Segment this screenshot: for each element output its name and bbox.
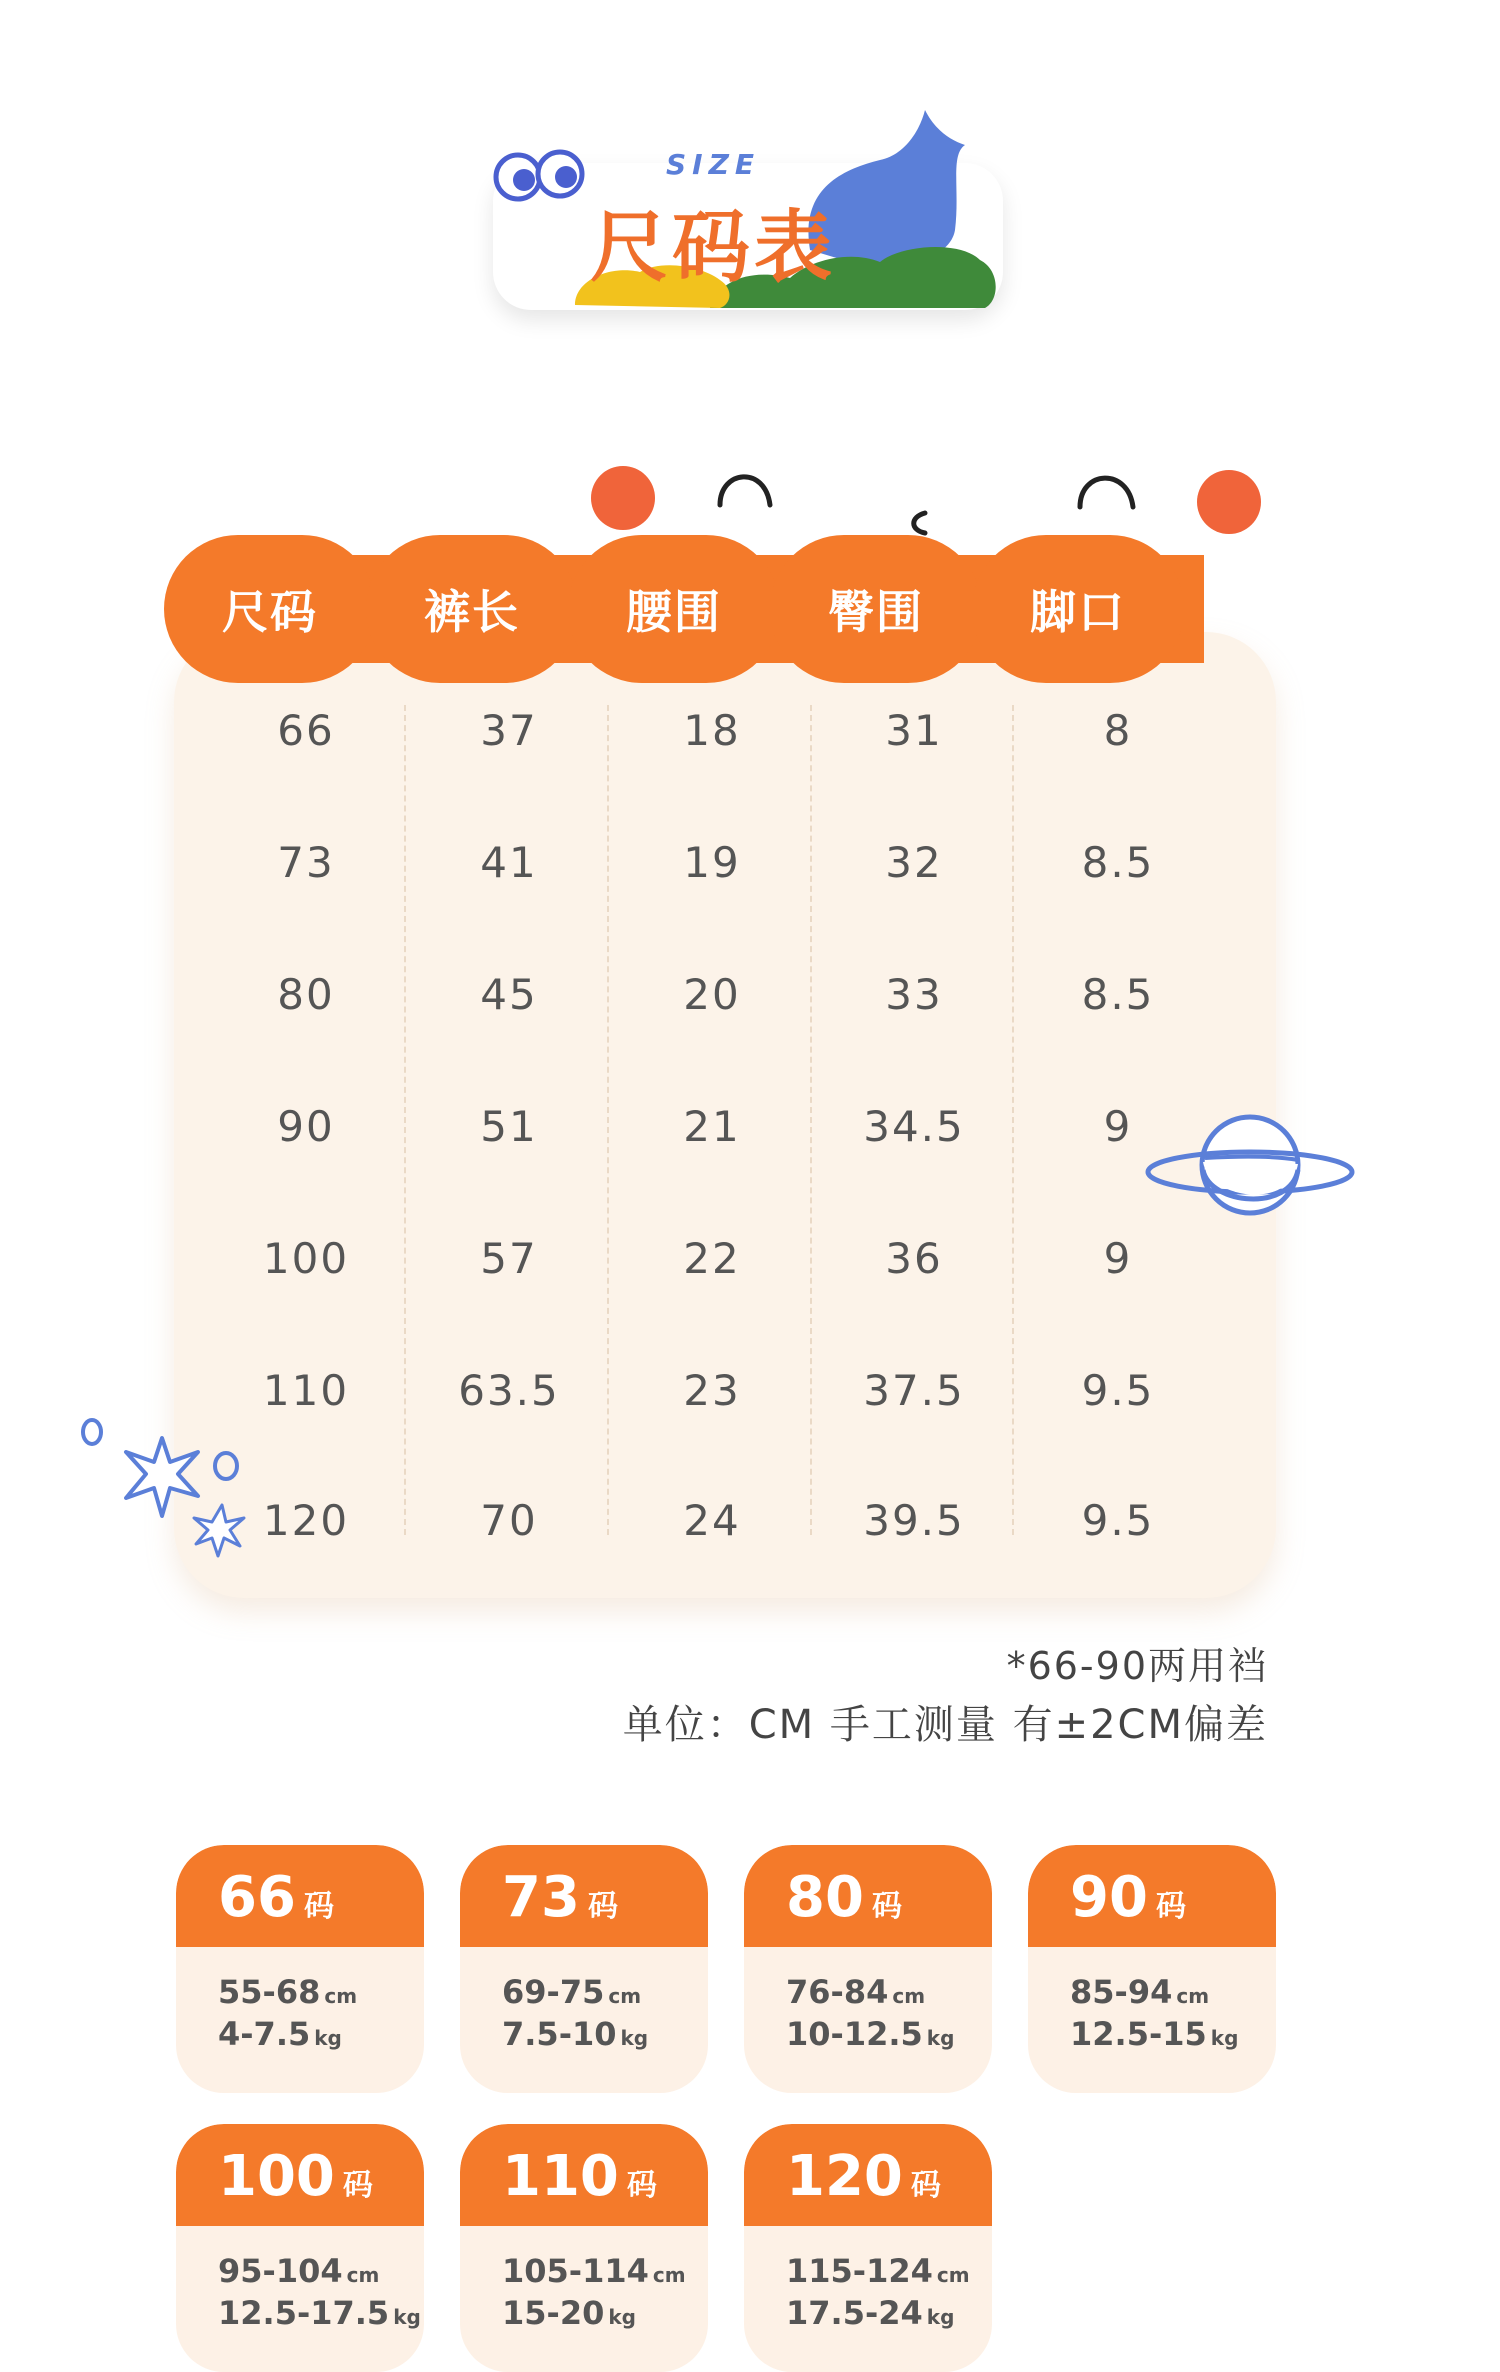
table-cell: 24 xyxy=(683,1495,741,1545)
size-card-number: 110 xyxy=(502,2144,619,2209)
unit-note: 单位：CM 手工测量 有±2CM偏差 xyxy=(622,1702,1268,1748)
height-unit: cm xyxy=(1176,1984,1210,2008)
size-card-header xyxy=(460,2124,708,2226)
table-cell: 37 xyxy=(480,705,538,755)
table-cell: 18 xyxy=(683,705,741,755)
size-card-weight: 12.5-17.5 xyxy=(218,2294,390,2332)
weight-unit: kg xyxy=(620,2026,649,2050)
size-card-weight: 17.5-24 xyxy=(786,2294,923,2332)
planet-icon xyxy=(1140,1100,1370,1230)
table-cell: 41 xyxy=(480,837,538,887)
table-row xyxy=(204,822,1224,954)
red-dot-icon xyxy=(1197,470,1261,534)
size-card-90 xyxy=(1028,1845,1276,2093)
table-cell: 37.5 xyxy=(863,1365,965,1415)
header-size: 尺码 xyxy=(164,535,376,683)
size-card-66 xyxy=(176,1845,424,2093)
size-card-weight: 7.5-10 xyxy=(502,2015,617,2053)
table-cell: 63.5 xyxy=(458,1365,560,1415)
table-cell: 36 xyxy=(885,1233,943,1283)
table-cell: 90 xyxy=(277,1101,335,1151)
size-card-weight: 12.5-15 xyxy=(1070,2015,1207,2053)
table-row xyxy=(204,954,1224,1086)
table-row xyxy=(204,1350,1224,1482)
height-unit: cm xyxy=(324,1984,358,2008)
size-card-header xyxy=(744,2124,992,2226)
size-card-unit: 码 xyxy=(871,1889,902,1924)
height-unit: cm xyxy=(652,2263,686,2287)
smile-eye-left-icon xyxy=(720,477,770,505)
table-cell: 23 xyxy=(683,1365,741,1415)
height-unit: cm xyxy=(608,1984,642,2008)
table-cell: 21 xyxy=(683,1101,741,1151)
table-row xyxy=(204,1480,1224,1612)
title-size-tag: SIZE xyxy=(666,148,761,181)
size-card-height: 115-124 xyxy=(786,2252,933,2290)
size-card-header xyxy=(460,1845,708,1947)
table-cell: 110 xyxy=(262,1365,350,1415)
size-card-height: 85-94 xyxy=(1070,1973,1173,2011)
header-hem: 脚口 xyxy=(972,535,1184,683)
height-unit: cm xyxy=(892,1984,926,2008)
size-card-unit: 码 xyxy=(303,1889,334,1924)
header-hip: 臀围 xyxy=(770,535,982,683)
size-card-weight: 4-7.5 xyxy=(218,2015,311,2053)
size-card-73 xyxy=(460,1845,708,2093)
size-card-number: 80 xyxy=(786,1865,864,1930)
table-cell: 22 xyxy=(683,1233,741,1283)
size-card-header xyxy=(176,2124,424,2226)
weight-unit: kg xyxy=(393,2305,421,2329)
table-row xyxy=(204,1086,1224,1218)
size-card-header xyxy=(1028,1845,1276,1947)
table-cell: 45 xyxy=(480,969,538,1019)
size-card-unit: 码 xyxy=(626,2168,657,2203)
red-dot-icon xyxy=(591,466,655,530)
table-header xyxy=(164,535,1266,683)
size-card-number: 120 xyxy=(786,2144,903,2209)
table-row xyxy=(204,1218,1224,1350)
size-card-height: 55-68 xyxy=(218,1973,321,2011)
size-card-number: 73 xyxy=(502,1865,580,1930)
table-cell: 9.5 xyxy=(1081,1365,1155,1415)
size-card-100 xyxy=(176,2124,424,2372)
size-card-weight: 15-20 xyxy=(502,2294,605,2332)
table-cell: 9 xyxy=(1103,1233,1133,1283)
eyes-icon xyxy=(496,152,582,199)
weight-unit: kg xyxy=(314,2026,342,2050)
header-length: 裤长 xyxy=(366,535,578,683)
table-cell: 70 xyxy=(480,1495,538,1545)
weight-unit: kg xyxy=(608,2305,636,2329)
size-card-header xyxy=(744,1845,992,1947)
table-cell: 9.5 xyxy=(1081,1495,1155,1545)
crotch-note: *66-90两用裆 xyxy=(1006,1644,1268,1688)
size-card-unit: 码 xyxy=(910,2168,941,2203)
size-card-number: 90 xyxy=(1070,1865,1148,1930)
smile-mouth-icon xyxy=(914,513,925,533)
sparkle-icon xyxy=(70,1400,270,1570)
table-cell: 120 xyxy=(262,1495,350,1545)
table-row xyxy=(204,690,1224,822)
table-cell: 51 xyxy=(480,1101,538,1151)
smile-eye-right-icon xyxy=(1080,478,1133,507)
height-unit: cm xyxy=(936,2263,970,2287)
size-card-110 xyxy=(460,2124,708,2372)
size-card-number: 100 xyxy=(218,2144,335,2209)
table-cell: 8.5 xyxy=(1081,837,1155,887)
height-unit: cm xyxy=(346,2263,380,2287)
table-cell: 73 xyxy=(277,837,335,887)
size-card-height: 76-84 xyxy=(786,1973,889,2011)
header-waist: 腰围 xyxy=(568,535,780,683)
table-cell: 66 xyxy=(277,705,335,755)
table-cell: 20 xyxy=(683,969,741,1019)
table-cell: 8 xyxy=(1103,705,1133,755)
table-cell: 100 xyxy=(262,1233,350,1283)
page-title: 尺码表 xyxy=(590,203,837,293)
size-card-unit: 码 xyxy=(1155,1889,1186,1924)
size-card-height: 69-75 xyxy=(502,1973,605,2011)
size-card-height: 105-114 xyxy=(502,2252,649,2290)
size-card-unit: 码 xyxy=(342,2168,373,2203)
size-card-height: 95-104 xyxy=(218,2252,343,2290)
table-cell: 19 xyxy=(683,837,741,887)
weight-unit: kg xyxy=(926,2026,955,2050)
weight-unit: kg xyxy=(1210,2026,1239,2050)
table-cell: 57 xyxy=(480,1233,538,1283)
table-cell: 31 xyxy=(885,705,943,755)
size-card-header xyxy=(176,1845,424,1947)
table-cell: 8.5 xyxy=(1081,969,1155,1019)
size-card-unit: 码 xyxy=(587,1889,618,1924)
size-card-number: 66 xyxy=(218,1865,296,1930)
table-cell: 39.5 xyxy=(863,1495,965,1545)
table-cell: 9 xyxy=(1103,1101,1133,1151)
table-cell: 32 xyxy=(885,837,943,887)
size-card-80 xyxy=(744,1845,992,2093)
table-cell: 33 xyxy=(885,969,943,1019)
table-cell: 34.5 xyxy=(863,1101,965,1151)
table-cell: 80 xyxy=(277,969,335,1019)
size-card-120 xyxy=(744,2124,992,2372)
weight-unit: kg xyxy=(926,2305,955,2329)
size-card-weight: 10-12.5 xyxy=(786,2015,923,2053)
